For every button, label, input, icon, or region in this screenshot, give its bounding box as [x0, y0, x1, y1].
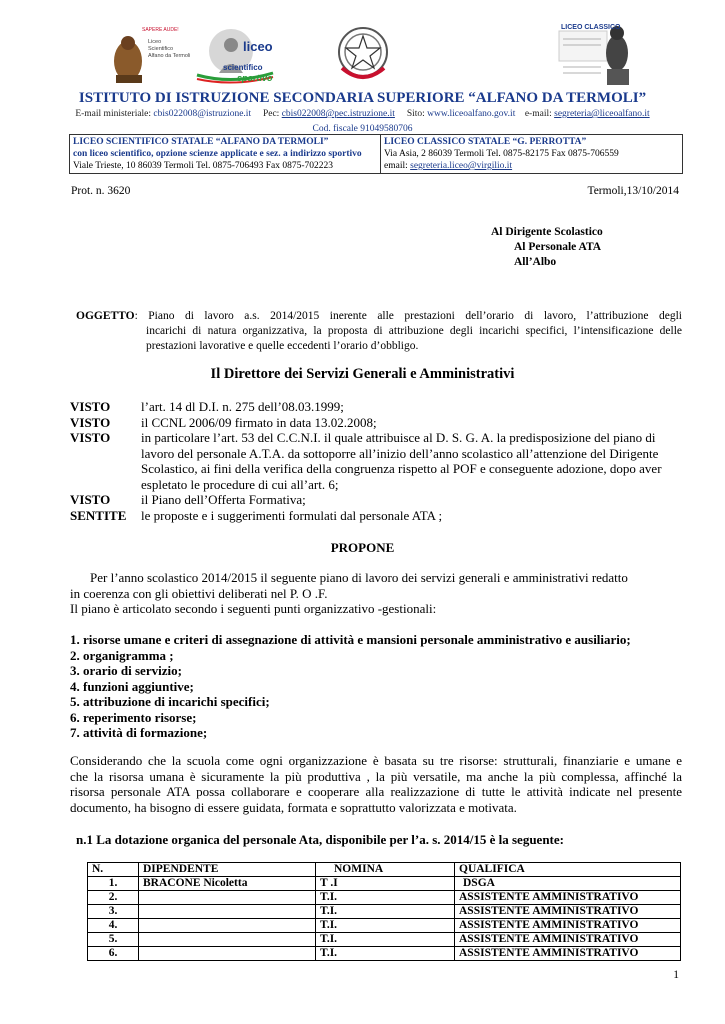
intro-line: Per l’anno scolastico 2014/2015 il seguente piano di lavoro dei servizi generali e amministrativi redatto — [90, 570, 628, 585]
table-cell: T.I. — [316, 919, 455, 933]
table-header-cell: DIPENDENTE — [139, 863, 316, 877]
left-school-subtitle: con liceo scientifico, opzione scienze applicate e sez. a indirizzo sportivo — [73, 149, 362, 159]
logo-caption — [148, 39, 190, 60]
table-cell: ASSISTENTE AMMINISTRATIVO — [455, 947, 681, 961]
site-label: Sito: — [406, 109, 425, 119]
table-header-cell: QUALIFICA — [455, 863, 681, 877]
subject-line: prestazioni lavorative e quelle eccedenti l’orario d’obbligo. — [146, 340, 419, 352]
subject-block — [76, 309, 682, 354]
consideration-key: VISTO — [70, 399, 111, 414]
consideration-key: SENTITE — [70, 507, 127, 523]
table-cell: T.I. — [316, 933, 455, 947]
list-item: 4. funzioni aggiuntive; — [70, 678, 194, 694]
table-cell — [139, 891, 316, 905]
table-cell: 3. — [88, 905, 139, 919]
consideration-key: VISTO — [70, 492, 111, 507]
table-cell: ASSISTENTE AMMINISTRATIVO — [455, 919, 681, 933]
schools-header-table — [69, 134, 683, 174]
sapere-aude-text: SAPERE AUDE! — [142, 27, 179, 33]
table-row — [88, 891, 681, 905]
table-header-cell: NOMINA — [316, 863, 455, 877]
recipient-albo: All’Albo — [514, 256, 557, 268]
staff-table — [87, 862, 681, 961]
ministerial-email-link[interactable]: cbis022008@istruzione.it — [153, 109, 252, 119]
list-item: 3. orario di servizio; — [70, 663, 182, 678]
right-school-name: LICEO CLASSICO STATALE “G. PERROTTA” — [384, 137, 587, 147]
paragraph-line: risorsa personale ATA possa collaborare e cooperare alla realizzazione di tutte le attività indicate nel presente — [70, 784, 682, 799]
consideration-text: in particolare l’art. 53 del C.C.N.I. il quale attribuisce al D. S. G. A. la predisposizione del piano di — [141, 430, 656, 445]
table-cell: 4. — [88, 919, 139, 933]
liceo-scientifico-sportivo-logo — [193, 25, 275, 87]
table-header-row — [88, 863, 681, 877]
table-cell: T.I. — [316, 947, 455, 961]
table-cell — [139, 933, 316, 947]
consideration-key: VISTO — [70, 430, 111, 445]
left-school-address: Viale Trieste, 10 86039 Termoli Tel. 0875-706493 Fax 0875-702223 — [73, 161, 334, 171]
paragraph-line: che la risorsa umana è sicuramente la più produttiva , la più versatile, ma anche la più complessa, affinché la — [70, 768, 682, 784]
contact-line — [0, 109, 725, 119]
table-row — [88, 905, 681, 919]
right-school-cell — [381, 135, 683, 174]
table-cell: 6. — [88, 947, 139, 961]
list-item: 5. attribuzione di incarichi specifici; — [70, 694, 270, 709]
table-cell: T.I. — [316, 905, 455, 919]
table-cell: 1. — [88, 877, 139, 891]
considerations-block — [70, 399, 682, 529]
table-cell — [139, 905, 316, 919]
consideration-text: l’art. 14 dl D.I. n. 275 dell’08.03.1999; — [141, 399, 344, 414]
list-item: 6. reperimento risorse; — [70, 709, 197, 725]
consideration-text: le proposte e i suggerimenti formulati dal personale ATA ; — [141, 507, 443, 523]
table-cell — [139, 947, 316, 961]
paragraph-line: documento, ha bisogno di essere guidata, formata e soprattutto valorizzata e motivata. — [70, 799, 517, 815]
table-row — [88, 877, 681, 891]
left-school-cell — [70, 135, 381, 174]
logo-lss-word: scientifico — [223, 63, 263, 72]
table-cell: 5. — [88, 933, 139, 947]
pec-label: Pec: — [262, 109, 280, 119]
left-school-name: LICEO SCIENTIFICO STATALE “ALFANO DA TERMOLI” — [73, 137, 329, 147]
recipient-dirigente: Al Dirigente Scolastico — [491, 226, 603, 238]
table-cell: DSGA — [455, 877, 681, 891]
table-cell — [139, 919, 316, 933]
points-list — [70, 632, 690, 741]
consideration-key: VISTO — [70, 414, 111, 430]
email-label: e-mail: — [524, 109, 552, 119]
protocol-number: Prot. n. 3620 — [71, 185, 131, 197]
subject-line — [76, 309, 682, 324]
logo-caption-line: Scientifico — [148, 46, 174, 52]
list-item: 7. attività di formazione; — [70, 725, 208, 740]
table-cell: T.I. — [316, 891, 455, 905]
consideration-text: lavoro del personale A.T.A. da sottoporre all’inizio dell’anno scolastico all’attenzione del Dirigente — [141, 445, 659, 461]
table-row — [88, 919, 681, 933]
director-title: Il Direttore dei Servizi Generali e Amministrativi — [210, 366, 515, 382]
intro-block — [70, 570, 682, 617]
table-row — [88, 947, 681, 961]
table-cell: T .I — [316, 877, 455, 891]
logo-caption-line: Alfano da Termoli — [148, 53, 191, 59]
right-school-address: Via Asia, 2 86039 Termoli Tel. 0875-82175 Fax 0875-706559 — [384, 149, 619, 159]
section-heading: n.1 La dotazione organica del personale Ata, disponibile per l’a. s. 2014/15 è la seguente: — [76, 832, 564, 847]
subject-line: incarichi di natura organizzativa, la proposta di attribuzione degli incarichi specifici, l’intensificazione delle — [146, 325, 682, 337]
place-date: Termoli,13/10/2014 — [587, 185, 679, 197]
italian-republic-emblem — [334, 24, 392, 84]
table-cell: ASSISTENTE AMMINISTRATIVO — [455, 933, 681, 947]
right-school-email-line — [384, 160, 679, 172]
propone-heading: PROPONE — [330, 540, 395, 555]
subject-label: OGGETTO — [76, 310, 135, 322]
institute-title: ISTITUTO DI ISTRUZIONE SECONDARIA SUPERIORE “ALFANO DA TERMOLI” — [78, 90, 647, 106]
intro-line: in coerenza con gli obiettivi deliberati nel P. O .F. — [70, 585, 328, 601]
table-header-cell: N. — [88, 863, 139, 877]
fiscal-code: Cod. fiscale 91049580706 — [312, 124, 413, 134]
subject-text: : Piano di lavoro a.s. 2014/2015 inerente alle prestazioni dell’orario di lavoro, l’attribuzione degli — [134, 310, 682, 322]
email-link[interactable]: segreteria@liceoalfano.it — [554, 109, 650, 119]
paragraph-line: Considerando che la scuola come ogni organizzazione è basata su tre risorse: strutturali, finanziarie e umane e — [70, 753, 682, 768]
site-link[interactable]: www.liceoalfano.gov.it — [427, 109, 516, 119]
logo-classico-word: LICEO CLASSICO — [561, 24, 621, 31]
list-item: 2. organigramma ; — [70, 647, 174, 663]
page-number: 1 — [673, 969, 679, 981]
consideration-text: espletato le procedure di cui all’art. 6; — [141, 476, 339, 492]
list-item: 1. risorse umane e criteri di assegnazione di attività e mansioni personale amministrativo e ausiliario; — [70, 632, 631, 647]
consideration-text: il Piano dell’Offerta Formativa; — [141, 492, 306, 507]
right-school-email-link[interactable]: segreteria.liceo@virgilio.it — [410, 161, 513, 171]
logo-caption-line: Liceo — [148, 39, 162, 45]
sapere-aude-logo — [108, 27, 192, 87]
consideration-text: Scolastico, ai fini della verifica della congruenza rispetto al POF e conseguente adozione, dopo aver — [141, 461, 662, 476]
table-cell: 2. — [88, 891, 139, 905]
logo-lss-word: sportivo — [237, 73, 273, 83]
table-cell: BRACONE Nicoletta — [139, 877, 316, 891]
intro-line: Il piano è articolato secondo i seguenti punti organizzativo -gestionali: — [70, 601, 437, 616]
table-row — [88, 933, 681, 947]
consideration-text: il CCNL 2006/09 firmato in data 13.02.2008; — [141, 414, 377, 430]
pec-email-link[interactable]: cbis022008@pec.istruzione.it — [281, 109, 395, 119]
ministerial-email-label: E-mail ministeriale: — [75, 109, 152, 119]
logo-lss-word: liceo — [243, 39, 273, 54]
table-cell: ASSISTENTE AMMINISTRATIVO — [455, 891, 681, 905]
considerando-paragraph — [70, 753, 682, 815]
table-cell: ASSISTENTE AMMINISTRATIVO — [455, 905, 681, 919]
liceo-classico-logo — [557, 23, 632, 87]
recipient-personale: Al Personale ATA — [514, 241, 602, 253]
right-school-email-label: email: — [384, 161, 408, 171]
